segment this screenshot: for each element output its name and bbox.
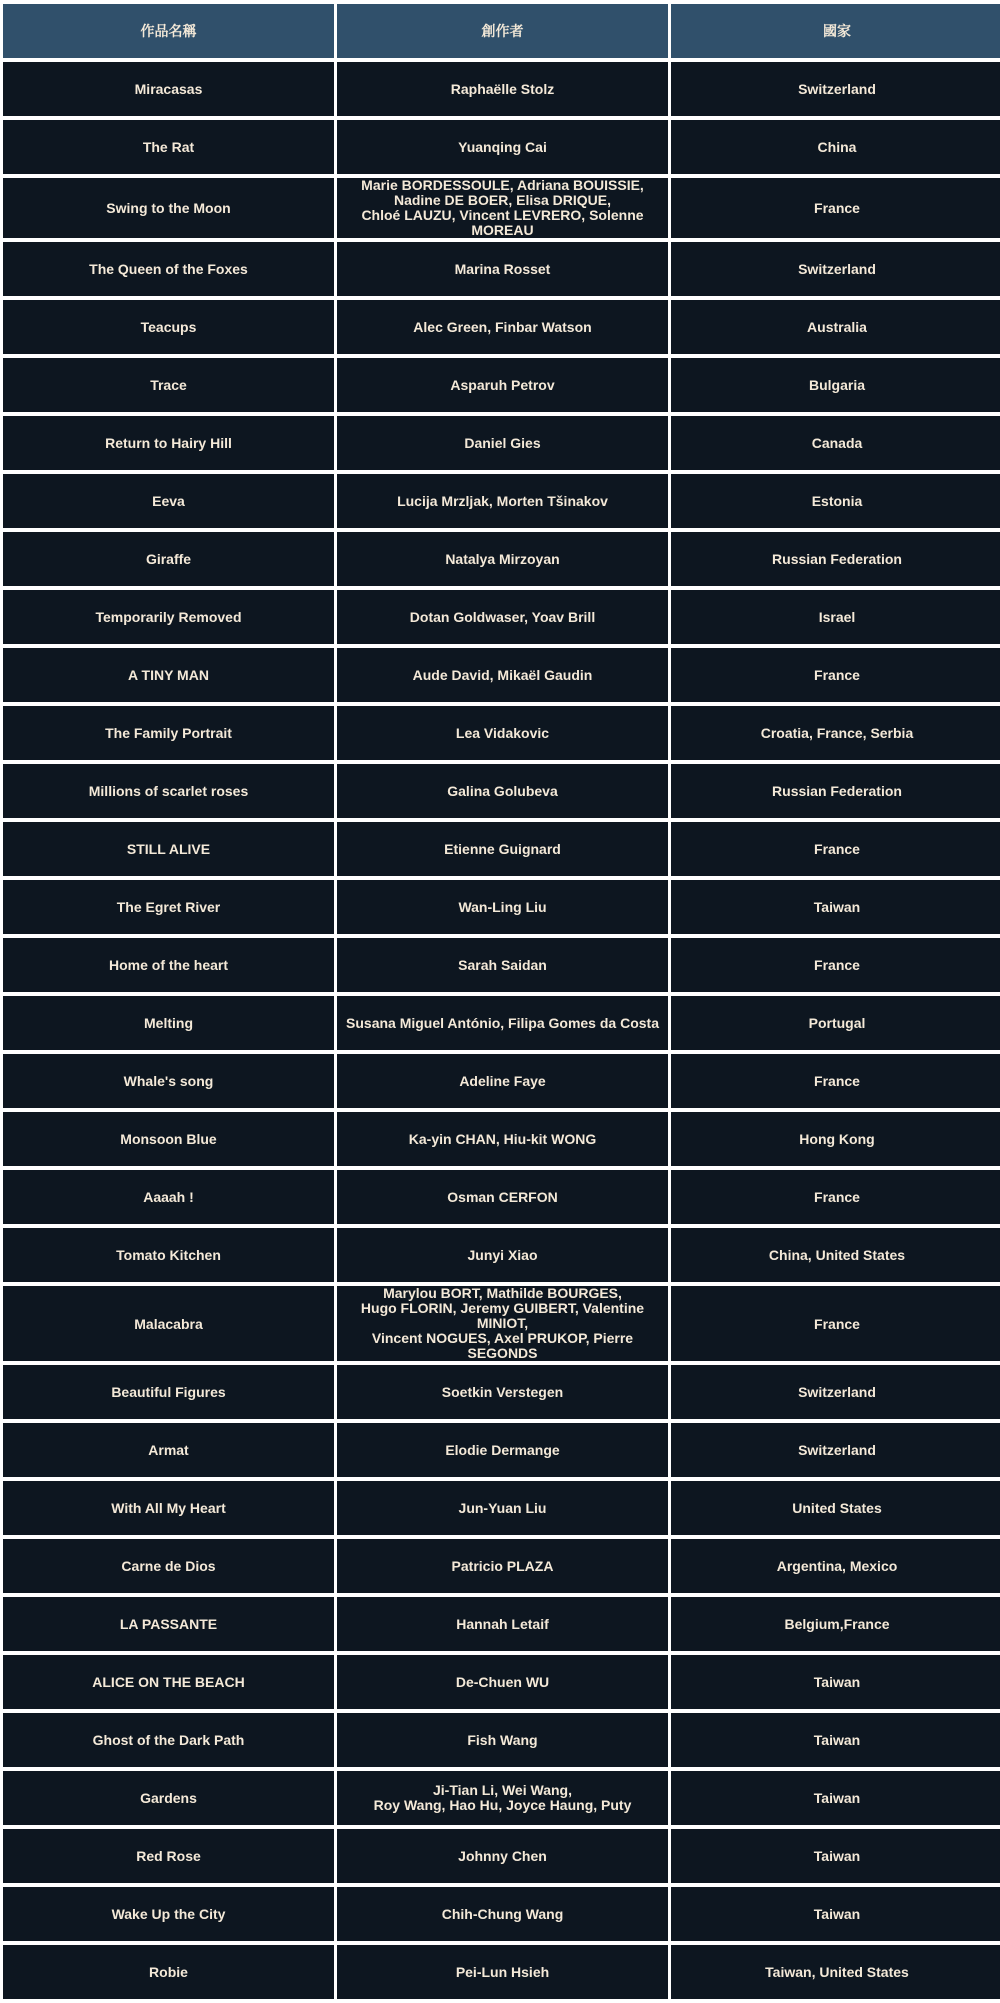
table-row [3, 1481, 1000, 1535]
cell-country: Switzerland [671, 242, 1000, 296]
table-row [3, 706, 1000, 760]
cell-title: Giraffe [3, 532, 334, 586]
cell-creator: Marie BORDESSOULE, Adriana BOUISSIE, Nadine DE BOER, Elisa DRIQUE, Chloé LAUZU, Vincent LEVRERO, Solenne MOREAU [337, 178, 668, 238]
cell-creator: Osman CERFON [337, 1170, 668, 1224]
cell-creator: Yuanqing Cai [337, 120, 668, 174]
table-row [3, 242, 1000, 296]
cell-title: Monsoon Blue [3, 1112, 334, 1166]
cell-creator: Fish Wang [337, 1713, 668, 1767]
table-row [3, 1365, 1000, 1419]
header-row [3, 4, 1000, 58]
cell-title: LA PASSANTE [3, 1597, 334, 1651]
table-row [3, 1539, 1000, 1593]
cell-creator: Wan-Ling Liu [337, 880, 668, 934]
cell-country: Australia [671, 300, 1000, 354]
cell-creator: Etienne Guignard [337, 822, 668, 876]
cell-country: France [671, 178, 1000, 238]
cell-country: Russian Federation [671, 764, 1000, 818]
table-row [3, 996, 1000, 1050]
table-row [3, 1829, 1000, 1883]
cell-title: STILL ALIVE [3, 822, 334, 876]
cell-country: Hong Kong [671, 1112, 1000, 1166]
cell-title: The Rat [3, 120, 334, 174]
table-row [3, 938, 1000, 992]
cell-country: Russian Federation [671, 532, 1000, 586]
cell-title: Beautiful Figures [3, 1365, 334, 1419]
table-row [3, 1423, 1000, 1477]
cell-creator: Daniel Gies [337, 416, 668, 470]
cell-creator: Adeline Faye [337, 1054, 668, 1108]
cell-creator: Marina Rosset [337, 242, 668, 296]
cell-country: France [671, 822, 1000, 876]
cell-title: Teacups [3, 300, 334, 354]
table-row [3, 358, 1000, 412]
table-row [3, 1887, 1000, 1941]
cell-creator: Jun-Yuan Liu [337, 1481, 668, 1535]
cell-creator: Hannah Letaif [337, 1597, 668, 1651]
table-row [3, 178, 1000, 238]
cell-title: ALICE ON THE BEACH [3, 1655, 334, 1709]
cell-creator: Dotan Goldwaser, Yoav Brill [337, 590, 668, 644]
cell-title: A TINY MAN [3, 648, 334, 702]
cell-title: The Queen of the Foxes [3, 242, 334, 296]
cell-creator: Sarah Saidan [337, 938, 668, 992]
table-row [3, 416, 1000, 470]
cell-creator: Ji-Tian Li, Wei Wang, Roy Wang, Hao Hu, Joyce Haung, Puty [337, 1771, 668, 1825]
cell-country: Taiwan [671, 1713, 1000, 1767]
cell-country: Switzerland [671, 1423, 1000, 1477]
table-row [3, 880, 1000, 934]
cell-creator: Asparuh Petrov [337, 358, 668, 412]
cell-country: Taiwan [671, 1655, 1000, 1709]
cell-title: The Family Portrait [3, 706, 334, 760]
cell-creator: Natalya Mirzoyan [337, 532, 668, 586]
cell-creator: Marylou BORT, Mathilde BOURGES, Hugo FLORIN, Jeremy GUIBERT, Valentine MINIOT, Vincent NOGUES, Axel PRUKOP, Pierre SEGONDS [337, 1286, 668, 1361]
table-row [3, 300, 1000, 354]
cell-title: Wake Up the City [3, 1887, 334, 1941]
cell-creator: Aude David, Mikaël Gaudin [337, 648, 668, 702]
table-row [3, 474, 1000, 528]
cell-title: Home of the heart [3, 938, 334, 992]
cell-creator: Ka-yin CHAN, Hiu-kit WONG [337, 1112, 668, 1166]
cell-country: Estonia [671, 474, 1000, 528]
cell-country: France [671, 1170, 1000, 1224]
cell-creator: Raphaëlle Stolz [337, 62, 668, 116]
cell-country: Argentina, Mexico [671, 1539, 1000, 1593]
cell-country: Switzerland [671, 1365, 1000, 1419]
table-row [3, 532, 1000, 586]
cell-country: Taiwan [671, 880, 1000, 934]
cell-title: Malacabra [3, 1286, 334, 1361]
cell-title: Eeva [3, 474, 334, 528]
cell-creator: Soetkin Verstegen [337, 1365, 668, 1419]
cell-title: Ghost of the Dark Path [3, 1713, 334, 1767]
cell-title: Tomato Kitchen [3, 1228, 334, 1282]
cell-title: Temporarily Removed [3, 590, 334, 644]
cell-country: France [671, 1286, 1000, 1361]
cell-country: China, United States [671, 1228, 1000, 1282]
cell-title: Aaaah ! [3, 1170, 334, 1224]
table-row [3, 648, 1000, 702]
table-row [3, 1655, 1000, 1709]
header-title: 作品名稱 [3, 4, 334, 58]
cell-title: Whale's song [3, 1054, 334, 1108]
cell-title: Robie [3, 1945, 334, 1999]
cell-title: Miracasas [3, 62, 334, 116]
table-body [3, 62, 1000, 1999]
cell-title: Melting [3, 996, 334, 1050]
cell-title: Red Rose [3, 1829, 334, 1883]
cell-country: Canada [671, 416, 1000, 470]
cell-country: Portugal [671, 996, 1000, 1050]
cell-country: Belgium,France [671, 1597, 1000, 1651]
cell-title: Return to Hairy Hill [3, 416, 334, 470]
table-row [3, 1713, 1000, 1767]
cell-country: France [671, 938, 1000, 992]
cell-creator: Johnny Chen [337, 1829, 668, 1883]
cell-country: Bulgaria [671, 358, 1000, 412]
cell-creator: Elodie Dermange [337, 1423, 668, 1477]
cell-creator: Lea Vidakovic [337, 706, 668, 760]
cell-creator: Galina Golubeva [337, 764, 668, 818]
cell-creator: Susana Miguel António, Filipa Gomes da Costa [337, 996, 668, 1050]
cell-country: France [671, 1054, 1000, 1108]
cell-creator: Pei-Lun Hsieh [337, 1945, 668, 1999]
table-row [3, 1286, 1000, 1361]
table-row [3, 822, 1000, 876]
cell-title: Trace [3, 358, 334, 412]
cell-title: Millions of scarlet roses [3, 764, 334, 818]
table-row [3, 1597, 1000, 1651]
cell-creator: De-Chuen WU [337, 1655, 668, 1709]
cell-country: China [671, 120, 1000, 174]
cell-title: Armat [3, 1423, 334, 1477]
cell-country: United States [671, 1481, 1000, 1535]
table-row [3, 764, 1000, 818]
cell-country: Israel [671, 590, 1000, 644]
cell-title: The Egret River [3, 880, 334, 934]
table-header [3, 4, 1000, 58]
table-row [3, 590, 1000, 644]
cell-creator: Lucija Mrzljak, Morten Tšinakov [337, 474, 668, 528]
table-row [3, 1228, 1000, 1282]
cell-title: With All My Heart [3, 1481, 334, 1535]
cell-creator: Chih-Chung Wang [337, 1887, 668, 1941]
table-row [3, 1945, 1000, 1999]
cell-country: Taiwan [671, 1887, 1000, 1941]
table-row [3, 62, 1000, 116]
table-row [3, 1771, 1000, 1825]
cell-creator: Patricio PLAZA [337, 1539, 668, 1593]
cell-country: Taiwan [671, 1829, 1000, 1883]
cell-title: Gardens [3, 1771, 334, 1825]
cell-country: Croatia, France, Serbia [671, 706, 1000, 760]
cell-title: Swing to the Moon [3, 178, 334, 238]
cell-country: Taiwan, United States [671, 1945, 1000, 1999]
table-row [3, 1054, 1000, 1108]
table-row [3, 120, 1000, 174]
cell-country: France [671, 648, 1000, 702]
table-row [3, 1112, 1000, 1166]
cell-title: Carne de Dios [3, 1539, 334, 1593]
header-creator: 創作者 [337, 4, 668, 58]
header-country: 國家 [671, 4, 1000, 58]
cell-country: Taiwan [671, 1771, 1000, 1825]
cell-country: Switzerland [671, 62, 1000, 116]
cell-creator: Junyi Xiao [337, 1228, 668, 1282]
cell-creator: Alec Green, Finbar Watson [337, 300, 668, 354]
table-row [3, 1170, 1000, 1224]
